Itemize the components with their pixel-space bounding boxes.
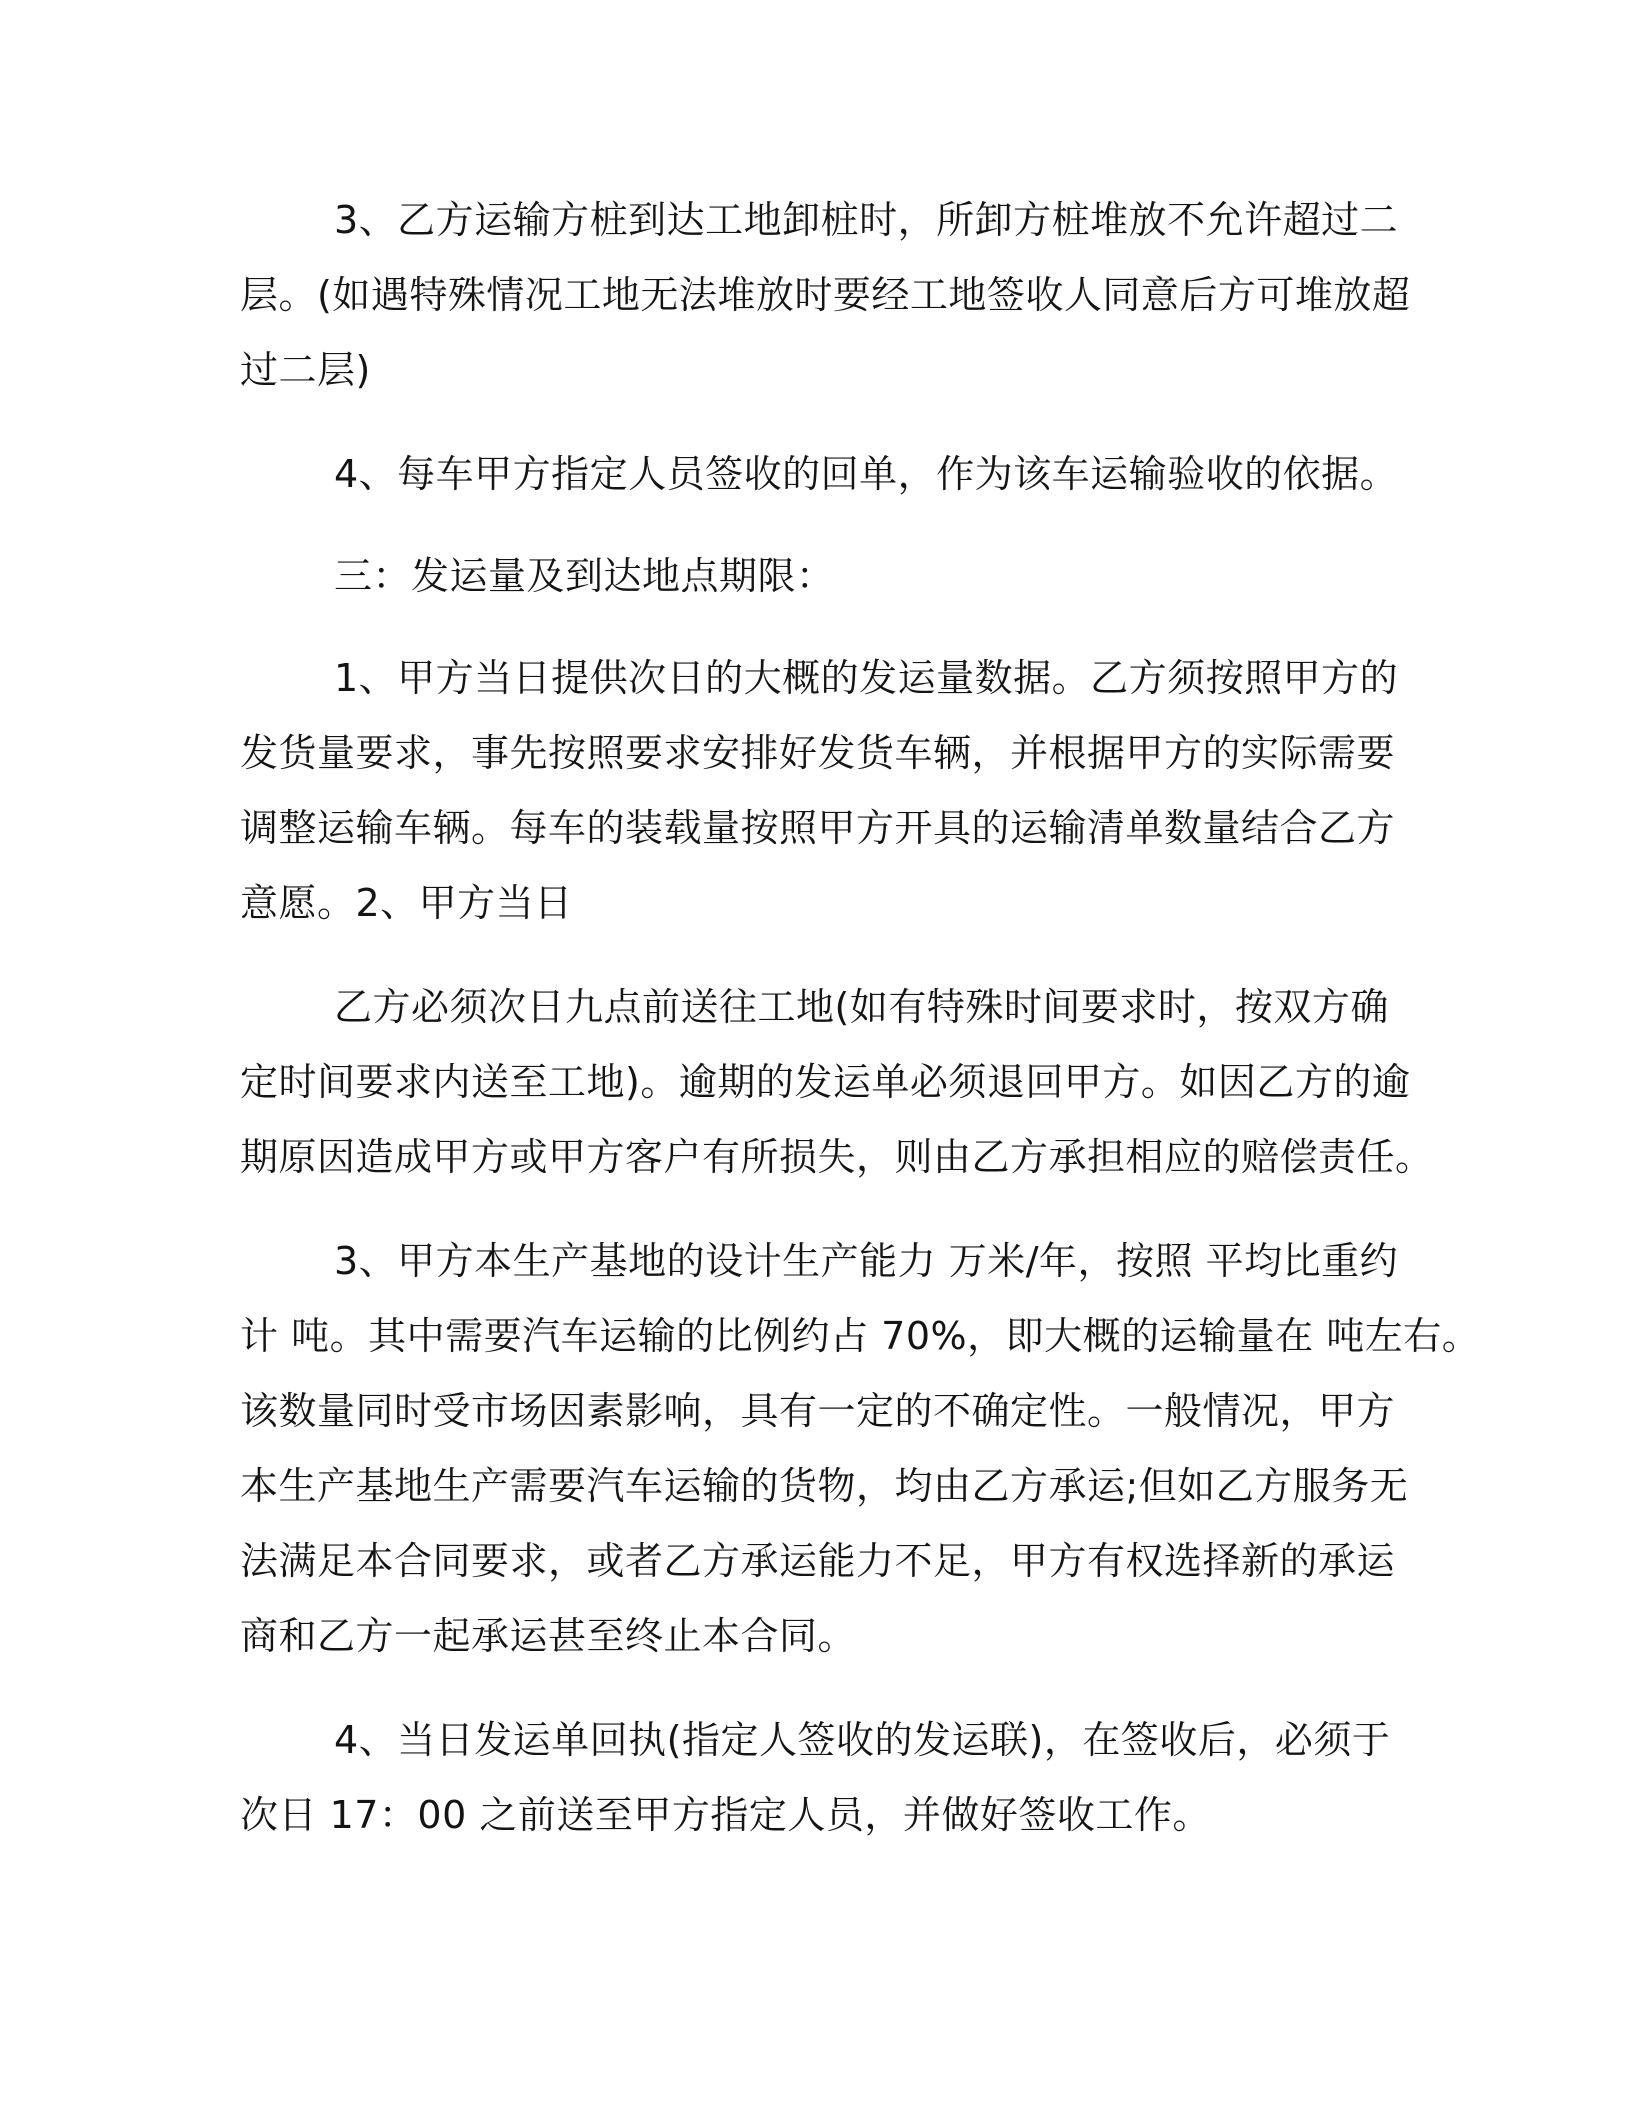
paragraph-3b-line-6: 商和乙方一起承运甚至终止本合同。 <box>240 1614 857 1658</box>
paragraph-2-line-3: 期原因造成甲方或甲方客户有所损失，则由乙方承担相应的赔偿责任。 <box>240 1135 1434 1179</box>
paragraph-3-line-3: 过二层) <box>240 348 371 392</box>
paragraph-3b-line-4: 本生产基地生产需要汽车运输的货物，均由乙方承运;但如乙方服务无 <box>240 1464 1409 1508</box>
paragraph-1-line-4: 意愿。2、甲方当日 <box>240 881 573 925</box>
paragraph-3b-line-2: 计 吨。其中需要汽车运输的比例约占 70%，即大概的运输量在 吨左右。 <box>240 1314 1481 1358</box>
paragraph-2-line-1: 乙方必须次日九点前送往工地(如有特殊时间要求时，按双方确 <box>334 985 1389 1029</box>
paragraph-4b-line-1: 4、当日发运单回执(指定人签收的发运联)，在签收后，必须于 <box>334 1718 1391 1762</box>
paragraph-3b-line-3: 该数量同时受市场因素影响，具有一定的不确定性。一般情况，甲方 <box>240 1389 1396 1433</box>
paragraph-2-line-2: 定时间要求内送至工地)。逾期的发运单必须退回甲方。如因乙方的逾 <box>240 1060 1411 1104</box>
paragraph-4-line-1: 4、每车甲方指定人员签收的回单，作为该车运输验收的依据。 <box>334 452 1399 496</box>
section-heading: 三：发运量及到达地点期限： <box>334 554 835 598</box>
paragraph-3-line-1: 3、乙方运输方桩到达工地卸桩时，所卸方桩堆放不允许超过二 <box>334 198 1399 242</box>
paragraph-3-line-2: 层。(如遇特殊情况工地无法堆放时要经工地签收人同意后方可堆放超 <box>240 273 1411 317</box>
paragraph-4b-line-2: 次日 17：00 之前送至甲方指定人员，并做好签收工作。 <box>240 1793 1211 1837</box>
paragraph-3b-line-5: 法满足本合同要求，或者乙方承运能力不足，甲方有权选择新的承运 <box>240 1539 1396 1583</box>
paragraph-1-line-2: 发货量要求，事先按照要求安排好发货车辆，并根据甲方的实际需要 <box>240 731 1396 775</box>
paragraph-1-line-3: 调整运输车辆。每车的装载量按照甲方开具的运输清单数量结合乙方 <box>240 806 1396 850</box>
paragraph-3b-line-1: 3、甲方本生产基地的设计生产能力 万米/年，按照 平均比重约 <box>334 1239 1399 1283</box>
paragraph-1-line-1: 1、甲方当日提供次日的大概的发运量数据。乙方须按照甲方的 <box>334 656 1399 700</box>
